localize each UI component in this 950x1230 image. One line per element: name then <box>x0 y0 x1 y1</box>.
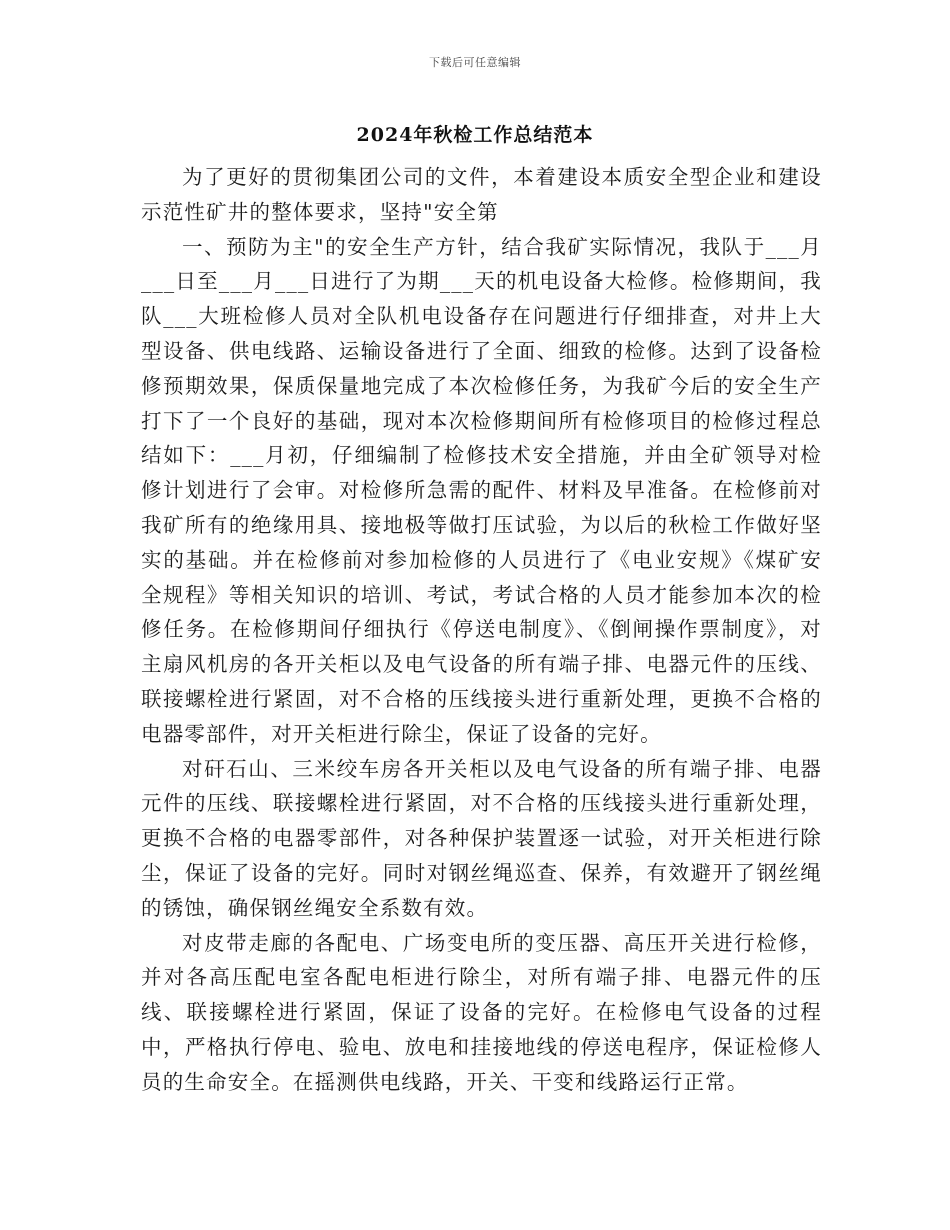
document-title: 2024年秋检工作总结范本 <box>356 124 594 146</box>
document-body <box>141 160 822 1100</box>
header-note: 下载后可任意编辑 <box>429 56 521 69</box>
paragraph-substation: 对皮带走廊的各配电、广场变电所的变压器、高压开关进行检修，并对各高压配电室各配电柜进行除尘，对所有端子排、电器元件的压线、联接螺栓进行紧固，保证了设备的完好。在检修电气设备的过程中，严格执行停电、验电、放电和挂接地线的停送电程序，保证检修人员的生命安全。在摇测供电线路，开关、干变和线路运行正常。 <box>141 930 822 1094</box>
paragraph-intro: 为了更好的贯彻集团公司的文件，本着建设本质安全型企业和建设示范性矿井的整体要求，坚持"安全第 <box>141 165 822 224</box>
paragraph-hoist: 对矸石山、三米绞车房各开关柜以及电气设备的所有端子排、电器元件的压线、联接螺栓进行紧固，对不合格的压线接头进行重新处理，更换不合格的电器零部件，对各种保护装置逐一试验，对开关柜进行除尘，保证了设备的完好。同时对钢丝绳巡查、保养，有效避开了钢丝绳的锈蚀，确保钢丝绳安全系数有效。 <box>141 756 822 920</box>
paragraph-main: 一、预防为主"的安全生产方针，结合我矿实际情况，我队于___月___日至___月___日进行了为期___天的机电设备大检修。检修期间，我队___大班检修人员对全队机电设备存在问题进行仔细排查，对井上大型设备、供电线路、运输设备进行了全面、细致的检修。达到了设备检修预期效果，保质保量地完成了本次检修任务，为我矿今后的安全生产打下了一个良好的基础，现对本次检修期间所有检修项目的检修过程总结如下：___月初，仔细编制了检修技术安全措施，并由全矿领导对检修计划进行了会审。对检修所急需的配件、材料及早准备。在检修前对我矿所有的绝缘用具、接地极等做打压试验，为以后的秋检工作做好坚实的基础。并在检修前对参加检修的人员进行了《电业安规》《煤矿安全规程》等相关知识的培训、考试，考试合格的人员才能参加本次的检修任务。在检修期间仔细执行《停送电制度》、《倒闸操作票制度》，对主扇风机房的各开关柜以及电气设备的所有端子排、电器元件的压线、联接螺栓进行紧固，对不合格的压线接头进行重新处理，更换不合格的电器零部件，对开关柜进行除尘，保证了设备的完好。 <box>141 234 822 746</box>
